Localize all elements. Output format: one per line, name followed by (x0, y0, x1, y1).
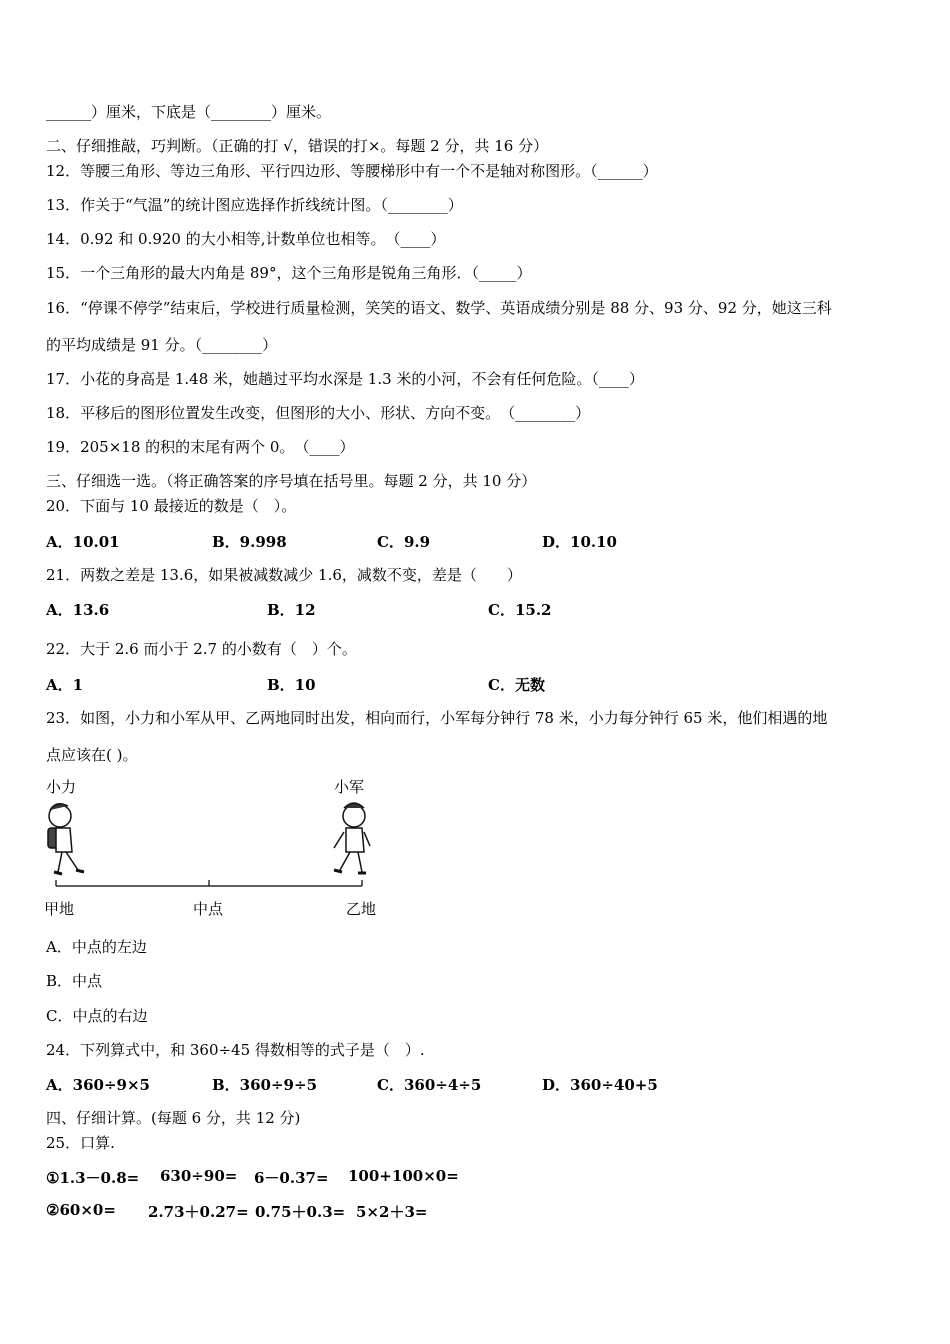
option-c: C．无数 (488, 676, 545, 694)
question-19: 19．205×18 的积的末尾有两个 0。 （____） (46, 438, 355, 456)
boy-walking-right-icon (48, 804, 84, 874)
calc-item: ①1.3－0.8= (46, 1169, 140, 1187)
option-b: B．12 (267, 601, 316, 619)
question-24: 24．下列算式中，和 360÷45 得数相等的式子是（ ）. (46, 1041, 425, 1059)
question-25: 25．口算. (46, 1134, 115, 1152)
option-a: A．1 (46, 676, 84, 694)
question-13: 13．作关于“气温”的统计图应选择作折线统计图。（________） (46, 196, 463, 214)
question-16-cont: 的平均成绩是 91 分。（________） (46, 336, 278, 354)
calc-item: 5×2＋3= (356, 1203, 428, 1221)
calc-item: 0.75＋0.3= (255, 1203, 346, 1221)
calc-item: ②60×0= (46, 1201, 116, 1219)
question-23-cont: 点应该在( )。 (46, 746, 138, 764)
question-12: 12．等腰三角形、等边三角形、平行四边形、等腰梯形中有一个不是轴对称图形。（______） (46, 162, 658, 180)
question-22: 22．大于 2.6 而小于 2.7 的小数有（ ）个。 (46, 640, 357, 658)
distance-line (56, 880, 362, 886)
section-heading: 三、仔细选一选。（将正确答案的序号填在括号里。每题 2 分，共 10 分） (46, 472, 537, 490)
calc-item: 2.73＋0.27= (148, 1203, 249, 1221)
option-d: D．360÷40+5 (542, 1076, 658, 1094)
section-heading: 二、仔细推敲，巧判断。（正确的打 √，错误的打×。每题 2 分，共 16 分） (46, 137, 549, 155)
option-c: C．9.9 (377, 533, 431, 551)
question-18: 18．平移后的图形位置发生改变，但图形的大小、形状、方向不变。 （________） (46, 404, 591, 422)
question-20: 20．下面与 10 最接近的数是（ ）。 (46, 497, 297, 515)
left-person-label: 小力 (46, 778, 77, 796)
option-c: C．中点的右边 (46, 1007, 148, 1025)
text-line: ______）厘米，下底是（________）厘米。 (46, 103, 332, 121)
option-c: C．360÷4÷5 (377, 1076, 482, 1094)
meeting-diagram (44, 772, 384, 922)
option-c: C．15.2 (488, 601, 552, 619)
start-place-label: 甲地 (44, 900, 75, 918)
end-place-label: 乙地 (346, 900, 377, 918)
option-b: B．9.998 (212, 533, 287, 551)
option-b: B．10 (267, 676, 316, 694)
question-17: 17．小花的身高是 1.48 米，她趟过平均水深是 1.3 米的小河，不会有任何危险。（____） (46, 370, 644, 388)
option-a: A．360÷9×5 (46, 1076, 150, 1094)
question-15: 15．一个三角形的最大内角是 89°，这个三角形是锐角三角形．（_____） (46, 264, 532, 282)
section-heading: 四、仔细计算。(每题 6 分，共 12 分) (46, 1109, 301, 1127)
option-a: A．10.01 (46, 533, 120, 551)
boy-walking-left-icon (334, 803, 370, 873)
calc-item: 630÷90= (160, 1167, 238, 1185)
calc-item: 6－0.37= (254, 1169, 329, 1187)
calc-item: 100+100×0= (348, 1167, 459, 1185)
option-b: B．360÷9÷5 (212, 1076, 318, 1094)
question-14: 14．0.92 和 0.920 的大小相等,计数单位也相等。 （____） (46, 230, 446, 248)
question-21: 21．两数之差是 13.6，如果被减数减少 1.6，减数不变，差是（ ） (46, 566, 522, 584)
option-a: A．13.6 (46, 601, 110, 619)
option-a: A．中点的左边 (46, 938, 147, 956)
midpoint-label: 中点 (193, 900, 224, 918)
option-d: D．10.10 (542, 533, 617, 551)
question-16: 16．“停课不停学”结束后，学校进行质量检测，笑笑的语文、数学、英语成绩分别是 88 分、93 分、92 分，她这三科 (46, 299, 832, 317)
question-23: 23．如图，小力和小军从甲、乙两地同时出发，相向而行，小军每分钟行 78 米，小力每分钟行 65 米，他们相遇的地 (46, 709, 828, 727)
right-person-label: 小军 (334, 778, 365, 796)
option-b: B．中点 (46, 972, 103, 990)
